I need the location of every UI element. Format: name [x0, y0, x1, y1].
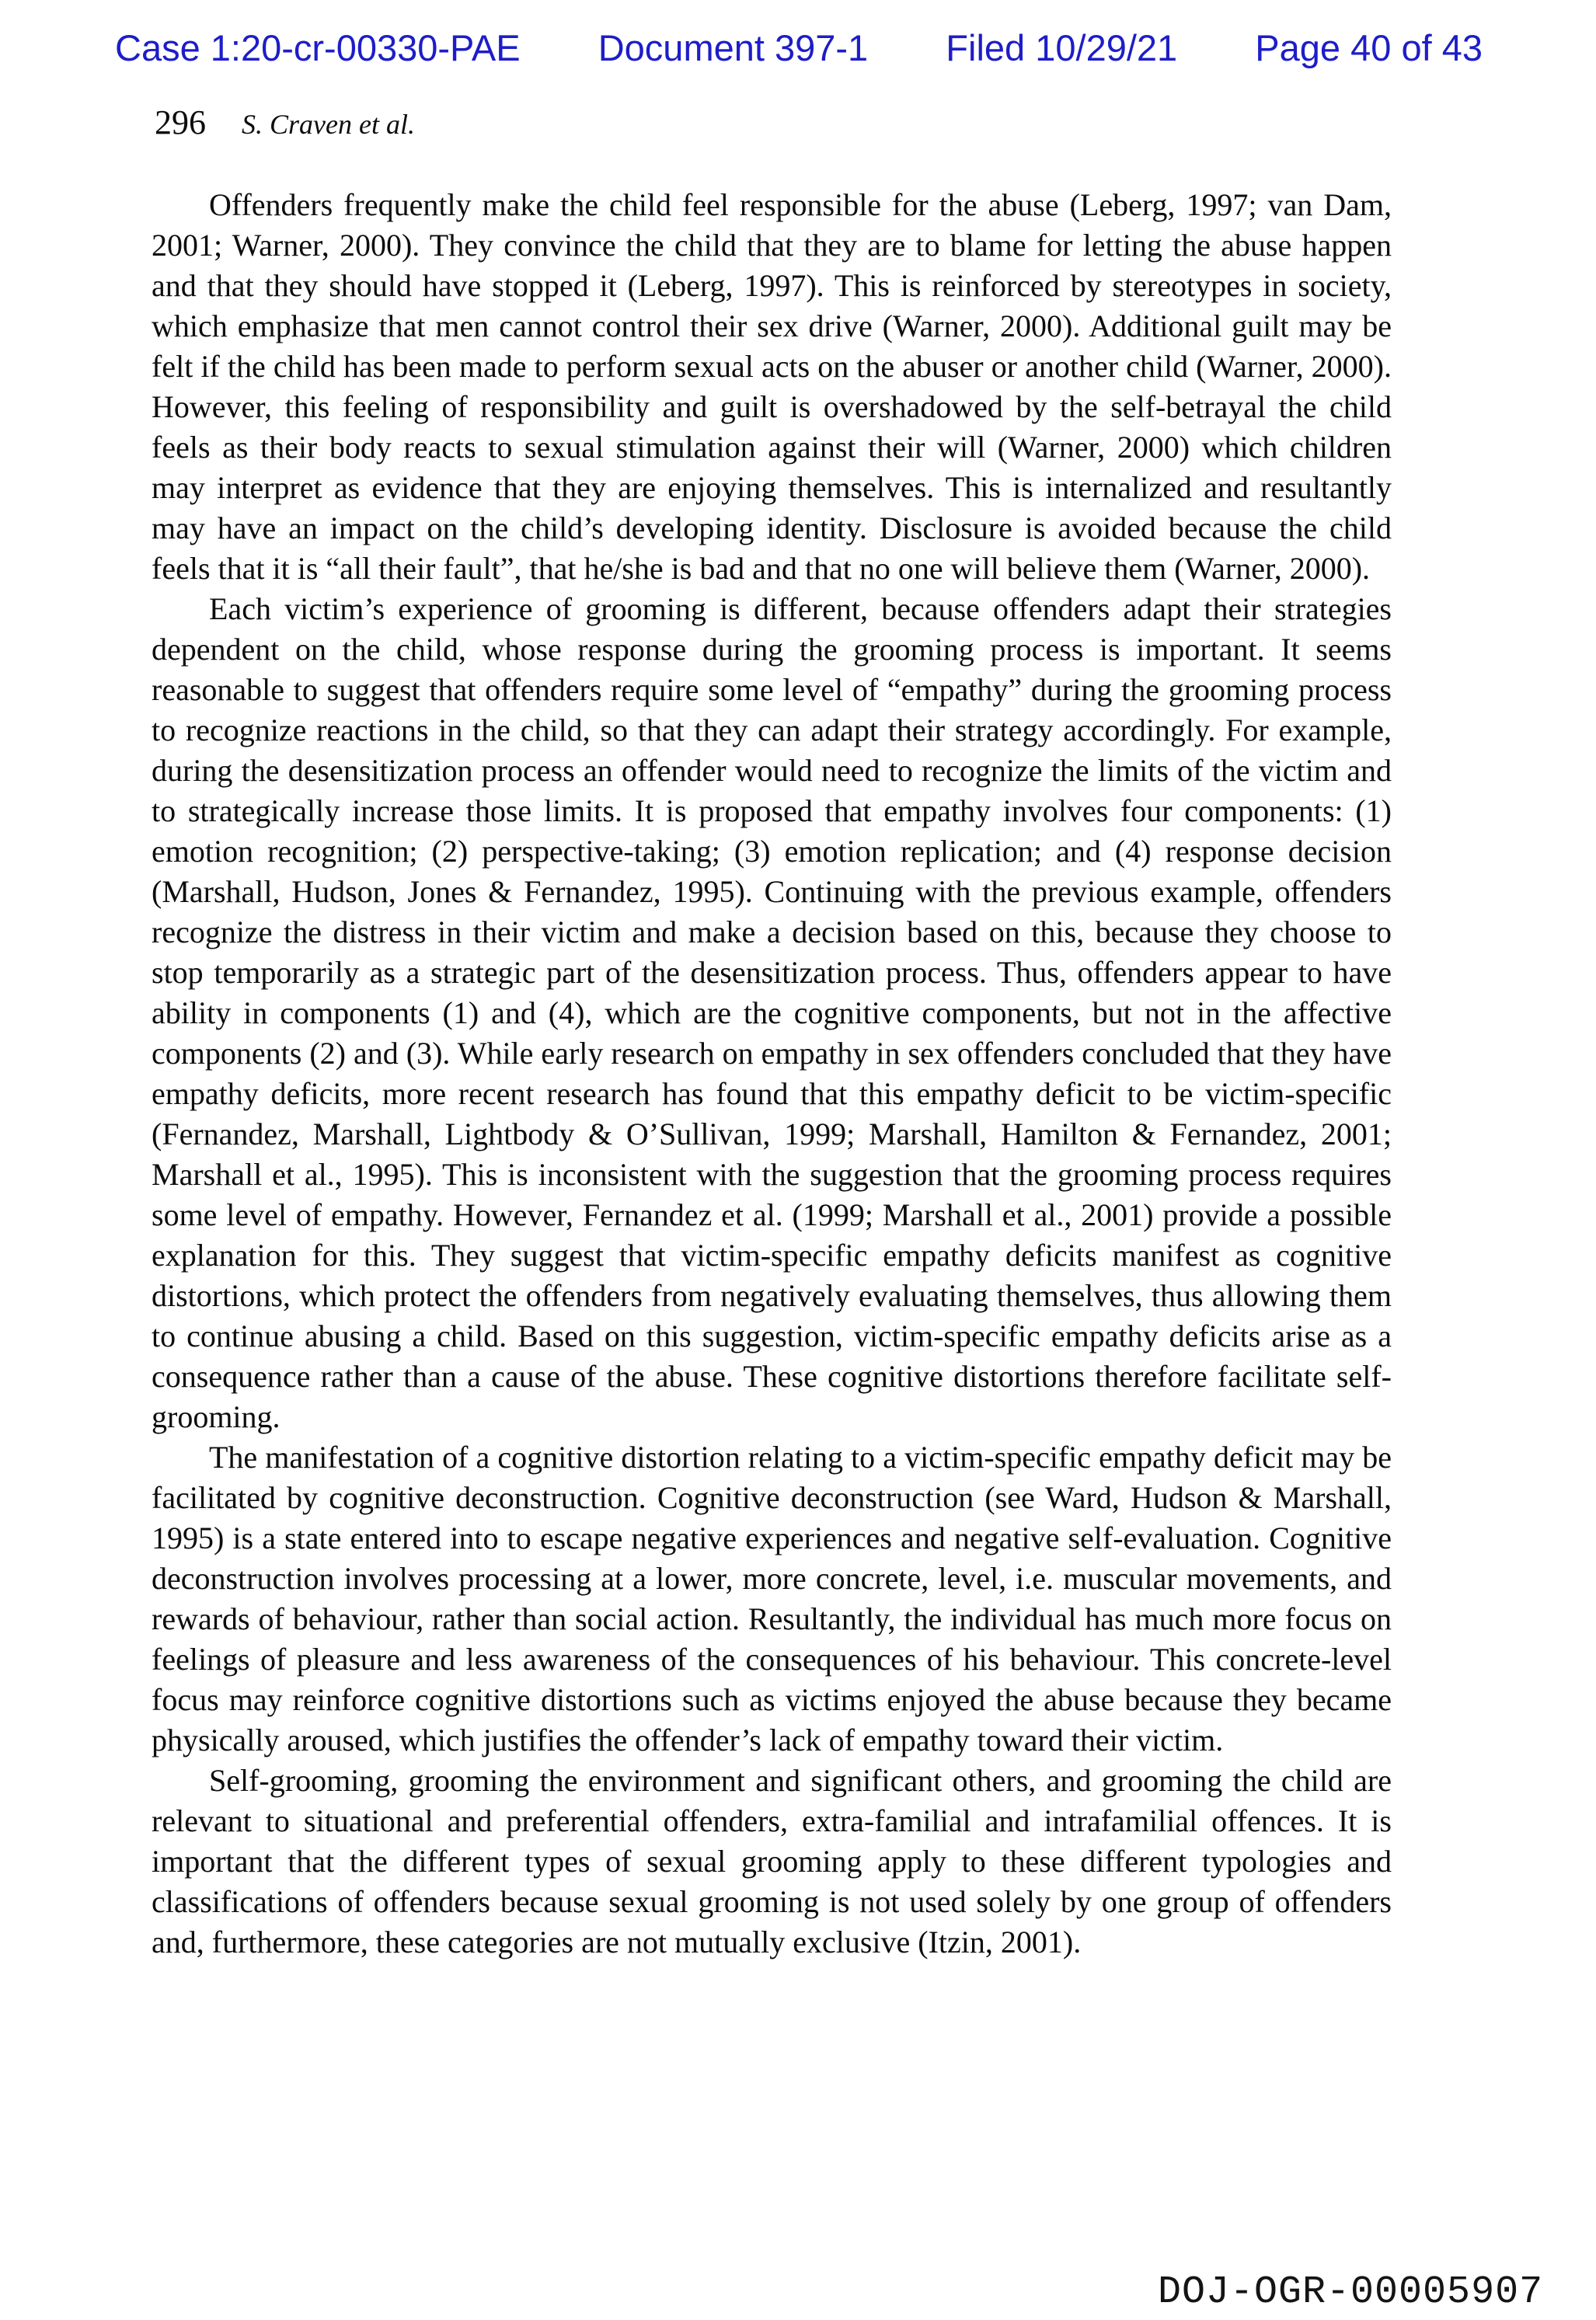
- stamp-document-number: Document 397-1: [598, 27, 869, 68]
- stamp-case-number: Case 1:20-cr-00330-PAE: [115, 27, 521, 68]
- paragraph: Each victim’s experience of grooming is different, because offenders adapt their strategies dependent on the child, whose response during the grooming process is important. It seems reasonable to suggest that offenders require some level of “empathy” during the grooming process to recognize reactions in the child, so that they can adapt their strategy accordingly. For example, during the desensitization process an offender would need to recognize the limits of the victim and to strategically increase those limits. It is proposed that empathy involves four components: (1) emotion recognition; (2) perspective-taking; (3) emotion replication; and (4) response decision (Marshall, Hudson, Jones & Fernandez, 1995). Continuing with the previous example, offenders recognize the distress in their victim and make a decision based on this, because they choose to stop temporarily as a strategic part of the desensitization process. Thus, offenders appear to have ability in components (1) and (4), which are the cognitive components, but not in the affective components (2) and (3). While early research on empathy in sex offenders concluded that they have empathy deficits, more recent research has found that this empathy deficit to be victim-specific (Fernandez, Marshall, Lightbody & O’Sullivan, 1999; Marshall, Hamilton & Fernandez, 2001; Marshall et al., 1995). This is inconsistent with the suggestion that the grooming process requires some level of empathy. However, Fernandez et al. (1999; Marshall et al., 2001) provide a possible explanation for this. They suggest that victim-specific empathy deficits manifest as cognitive distortions, which protect the offenders from negatively evaluating themselves, thus allowing them to continue abusing a child. Based on this suggestion, victim-specific empathy deficits arise as a consequence rather than a cause of the abuse. These cognitive distortions therefore facilitate self-grooming.: [152, 591, 1392, 1434]
- paragraph: Offenders frequently make the child feel responsible for the abuse (Leberg, 1997; van Dam, 2001; Warner, 2000). They convince the child that they are to blame for letting the abuse happen and that they should have stopped it (Leberg, 1997). This is reinforced by stereotypes in society, which emphasize that men cannot control their sex drive (Warner, 2000). Additional guilt may be felt if the child has been made to perform sexual acts on the abuser or another child (Warner, 2000). However, this feeling of responsibility and guilt is overshadowed by the self-betrayal the child feels as their body reacts to sexual stimulation against their will (Warner, 2000) which children may interpret as evidence that they are enjoying themselves. This is internalized and resultantly may have an impact on the child’s developing identity. Disclosure is avoided because the child feels that it is “all their fault”, that he/she is bad and that no one will believe them (Warner, 2000).: [152, 187, 1392, 586]
- stamp-filed-date: Filed 10/29/21: [946, 27, 1178, 68]
- article-body: [152, 185, 1392, 1963]
- paragraph: Self-grooming, grooming the environment and significant others, and grooming the child are relevant to situational and preferential offenders, extra-familial and intrafamilial offences. It is important that the different types of sexual grooming apply to these different typologies and classifications of offenders because sexual grooming is not used solely by one group of offenders and, furthermore, these categories are not mutually exclusive (Itzin, 2001).: [152, 1763, 1392, 1959]
- page-number: 296: [155, 103, 206, 141]
- court-stamp-header: [115, 26, 1483, 70]
- running-head: [155, 103, 415, 142]
- running-head-authors: S. Craven et al.: [242, 109, 415, 140]
- stamp-page-info: Page 40 of 43: [1255, 27, 1483, 68]
- paragraph: The manifestation of a cognitive distortion relating to a victim-specific empathy deficit may be facilitated by cognitive deconstruction. Cognitive deconstruction (see Ward, Hudson & Marshall, 1995) is a state entered into to escape negative experiences and negative self-evaluation. Cognitive deconstruction involves processing at a lower, more concrete, level, i.e. muscular movements, and rewards of behaviour, rather than social action. Resultantly, the individual has much more focus on feelings of pleasure and less awareness of the consequences of his behaviour. This concrete-level focus may reinforce cognitive distortions such as victims enjoyed the abuse because they became physically aroused, which justifies the offender’s lack of empathy toward their victim.: [152, 1440, 1392, 1757]
- bates-number-stamp: DOJ-OGR-00005907: [1158, 2270, 1544, 2315]
